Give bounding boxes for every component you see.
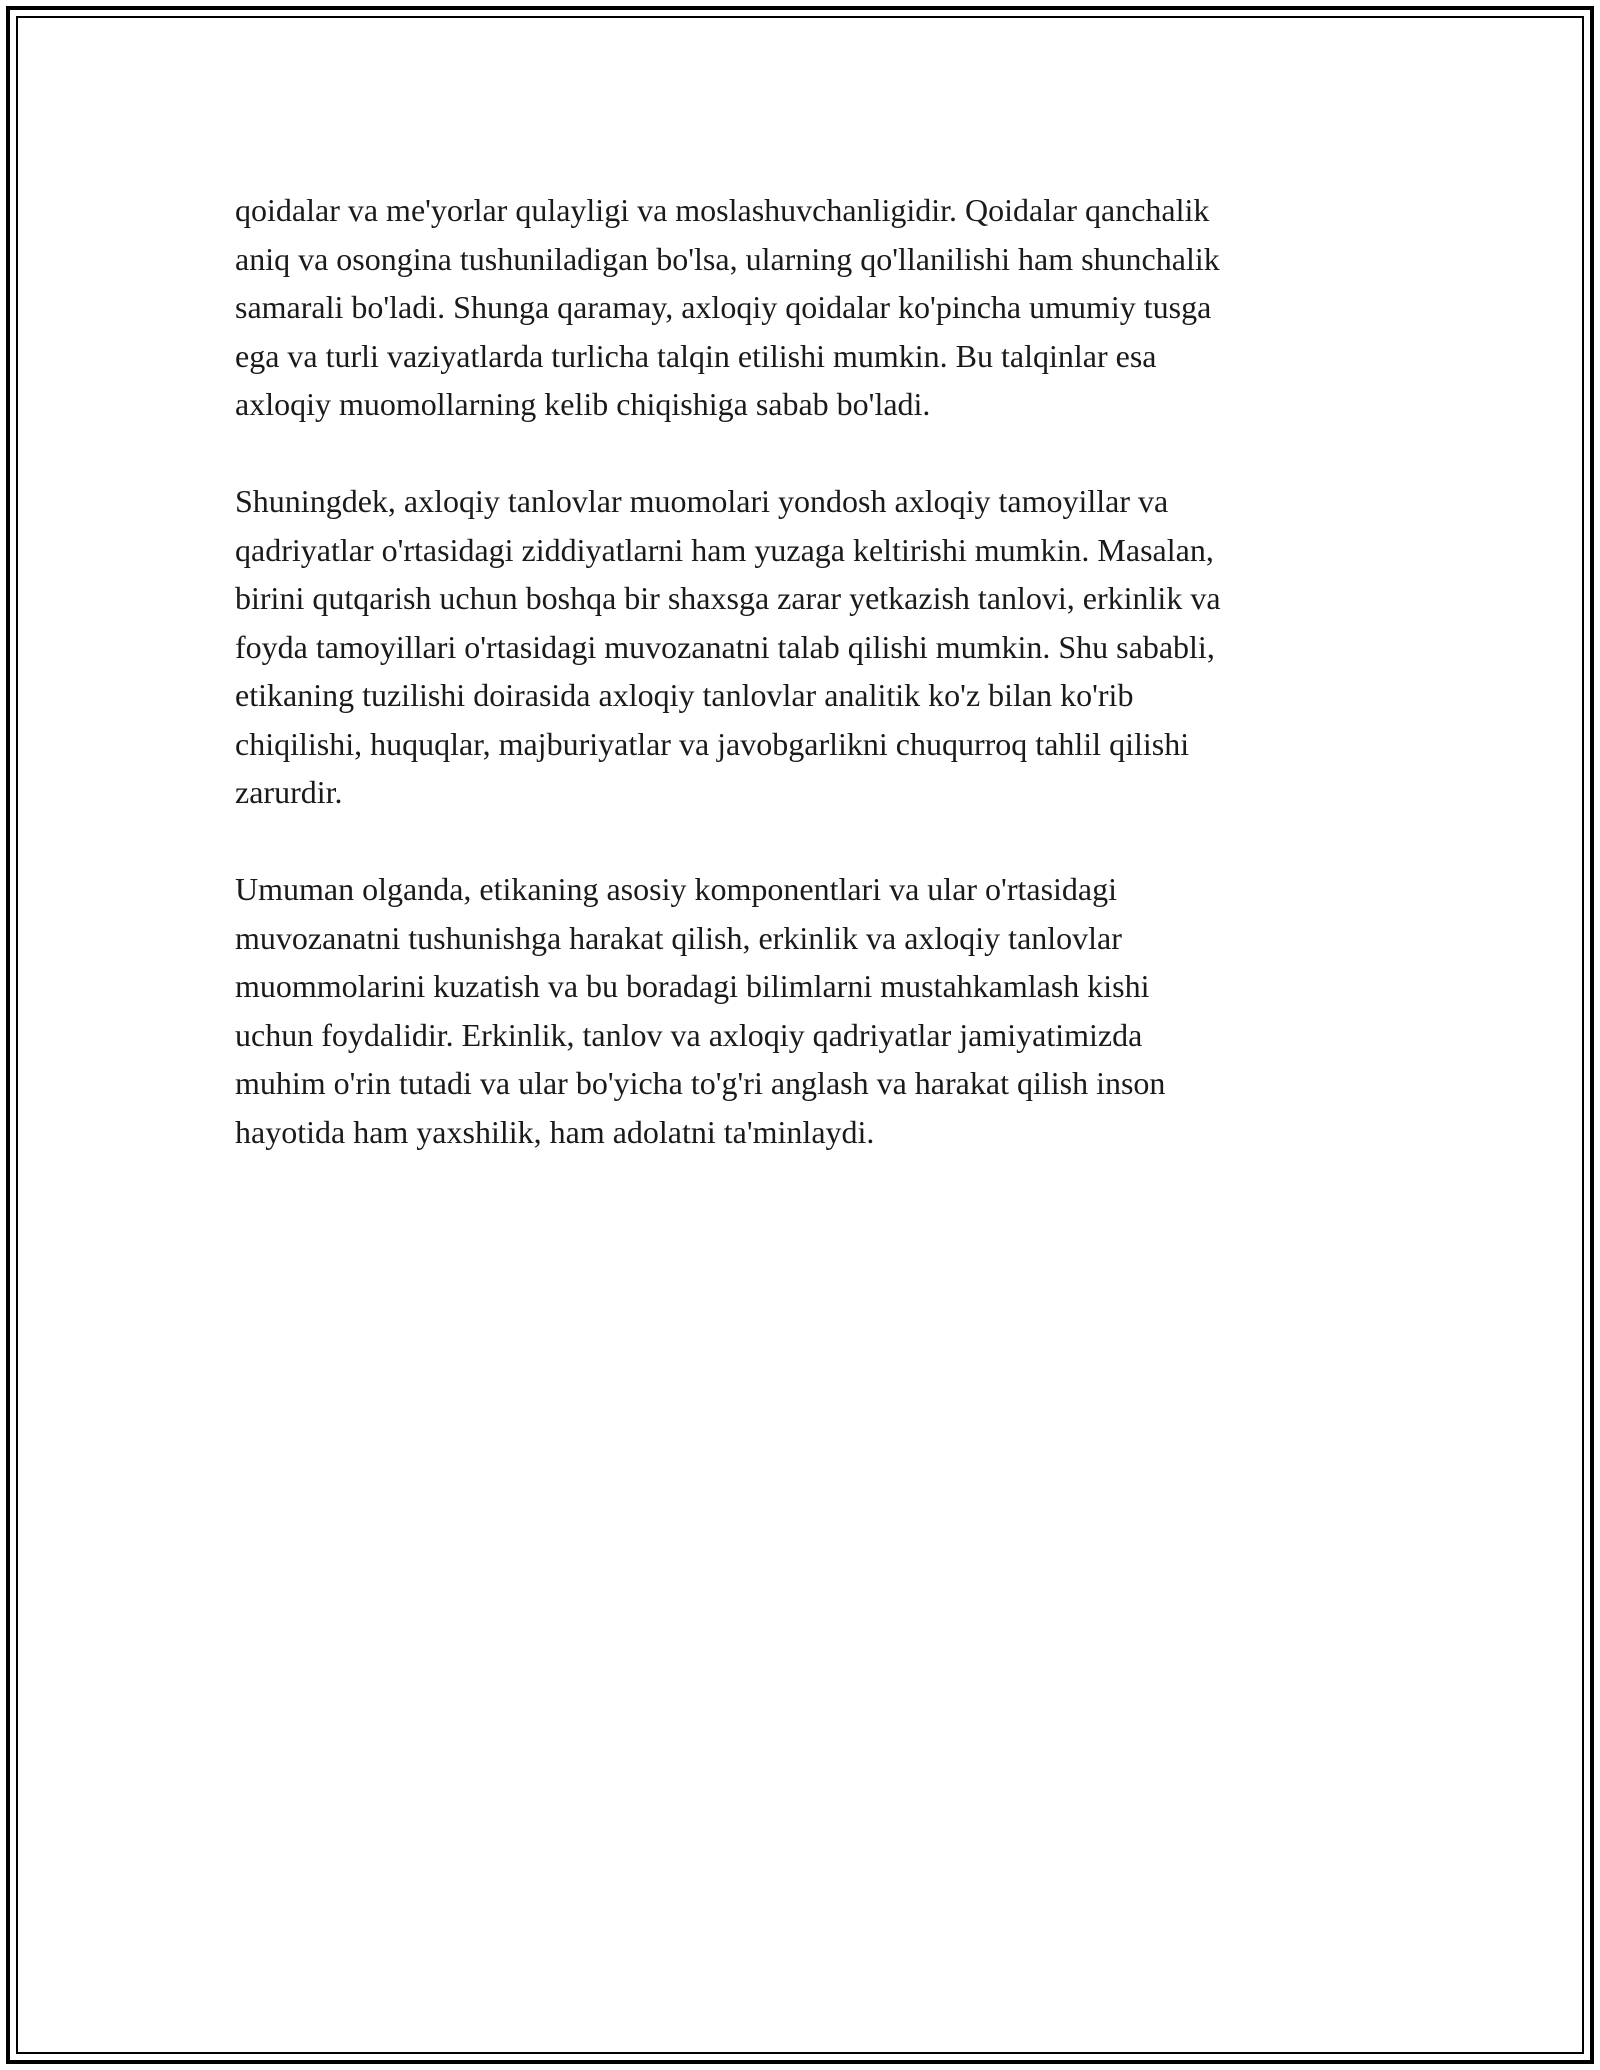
text-line: etikaning tuzilishi doirasida axloqiy tanlovlar analitik ko'z bilan ko'rib	[235, 677, 1134, 713]
text-line: birini qutqarish uchun boshqa bir shaxsga zarar yetkazish tanlovi, erkinlik va	[235, 580, 1221, 616]
paragraph-3	[235, 865, 1375, 1156]
text-line: muvozanatni tushunishga harakat qilish, erkinlik va axloqiy tanlovlar	[235, 919, 1122, 956]
text-line: Umuman olganda, etikaning asosiy komponentlari va ular o'rtasidagi	[235, 871, 1117, 907]
text-line: qadriyatlar o'rtasidagi ziddiyatlarni ham yuzaga keltirishi mumkin. Masalan,	[235, 531, 1214, 568]
text-line: samarali bo'ladi. Shunga qaramay, axloqiy qoidalar ko'pincha umumiy tusga	[235, 289, 1212, 325]
text-line: uchun foydalidir. Erkinlik, tanlov va axloqiy qadriyatlar jamiyatimizda	[235, 1016, 1143, 1053]
paragraph-1	[235, 186, 1375, 429]
text-line: hayotida ham yaxshilik, ham adolatni ta'minlaydi.	[235, 1113, 875, 1150]
text-line: zarurdir.	[235, 774, 343, 810]
text-line: axloqiy muomollarning kelib chiqishiga sabab bo'ladi.	[235, 386, 931, 422]
text-line: foyda tamoyillari o'rtasidagi muvozanatni talab qilishi mumkin. Shu sababli,	[235, 628, 1215, 665]
text-line: qoidalar va me'yorlar qulayligi va moslashuvchanligidir. Qoidalar qanchalik	[235, 192, 1210, 228]
paragraph-2	[235, 477, 1375, 817]
text-line: aniq va osongina tushuniladigan bo'lsa, ularning qo'llanilishi ham shunchalik	[235, 240, 1220, 277]
text-line: muommolarini kuzatish va bu boradagi bilimlarni mustahkamlash kishi	[235, 968, 1150, 1004]
text-line: ega va turli vaziyatlarda turlicha talqin etilishi mumkin. Bu talqinlar esa	[235, 337, 1157, 374]
text-line: chiqilishi, huquqlar, majburiyatlar va javobgarlikni chuqurroq tahlil qilishi	[235, 725, 1190, 762]
text-line: muhim o'rin tutadi va ular bo'yicha to'g'ri anglash va harakat qilish inson	[235, 1065, 1166, 1101]
document-body	[235, 186, 1375, 1205]
text-line: Shuningdek, axloqiy tanlovlar muomolari yondosh axloqiy tamoyillar va	[235, 483, 1169, 519]
